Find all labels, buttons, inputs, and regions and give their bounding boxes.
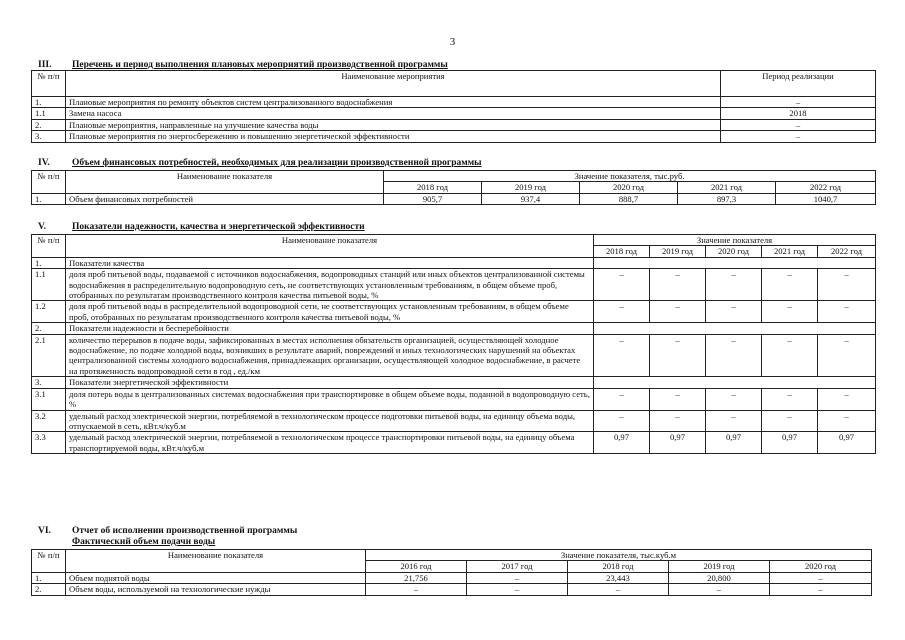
value-cell: 897,3 [678,193,776,204]
col-header-year: 2018 год [568,561,669,572]
row-name: Показатели надежности и бесперебойности [66,323,594,334]
section-4-title: Объем финансовых потребностей, необходимых для реализации производственной программы [72,158,482,168]
value-cell: – [770,584,872,595]
section-4-heading [38,158,482,168]
section-3-number: III. [38,60,52,70]
value-cell: – [762,388,818,410]
row-number: 3.1 [32,388,66,410]
row-period: – [721,97,876,108]
col-header-name: Наименование мероприятия [66,71,721,97]
col-header-name: Наименование показателя [66,171,384,194]
group-row [32,323,876,334]
value-cell: – [467,584,568,595]
value-cell: 0,97 [762,432,818,454]
col-header-name: Наименование показателя [66,550,366,573]
value-cell: – [650,388,706,410]
value-cell: – [706,301,762,323]
value-cell: – [762,301,818,323]
row-name: Объем финансовых потребностей [66,193,384,204]
value-cell: – [818,334,876,377]
table-row [32,432,876,454]
col-header-name: Наименование показателя [66,235,594,258]
value-cell: – [706,388,762,410]
col-header-no: № п/п [32,71,66,97]
value-cell: 0,97 [650,432,706,454]
row-number: 1.2 [32,301,66,323]
value-cell: 23,443 [568,572,669,583]
value-cell: – [366,584,467,595]
col-header-no: № п/п [32,171,66,194]
col-header-year: 2017 год [467,561,568,572]
row-number: 1.1 [32,269,66,301]
table-row [32,301,876,323]
row-period: – [721,131,876,142]
section-3-heading [38,60,448,70]
row-number: 3. [32,131,66,142]
value-cell: – [706,410,762,432]
table-row [32,119,876,130]
row-number: 1. [32,193,66,204]
value-cell: – [594,269,650,301]
col-header-year: 2019 год [669,561,770,572]
value-cell: 888,7 [580,193,678,204]
row-period: 2018 [721,108,876,119]
value-cell: 0,97 [706,432,762,454]
group-row [32,377,876,388]
table-section-3 [31,70,876,143]
value-cell: 0,97 [818,432,876,454]
row-name: Плановые мероприятия по энергосбережению и повышению энергетической эффективности [66,131,721,142]
row-period: – [721,119,876,130]
row-name: Показатели качества [66,257,594,268]
section-6-number: VI. [38,526,51,536]
row-name: удельный расход электрической энергии, потребляемой в технологическом процессе подготовки питьевой воды, на единицу объема воды, отпускаемой в сеть, кВт.ч/куб.м [66,410,594,432]
page-number: 3 [449,36,456,48]
section-5-title: Показатели надежности, качества и энергетической эффективности [72,222,365,232]
value-cell: – [594,301,650,323]
row-name: Плановые мероприятия, направленные на улучшение качества воды [66,119,721,130]
section-3-title: Перечень и период выполнения плановых мероприятий производственной программы [72,60,448,70]
section-5-heading [38,222,365,232]
empty-cell [594,323,876,334]
table-row [32,584,872,595]
value-cell: – [706,269,762,301]
row-name: доля потерь воды в централизованных системах водоснабжения при транспортировке в общем объеме воды, поданной в водопроводную сеть, % [66,388,594,410]
row-name: Объем поднятой воды [66,572,366,583]
value-cell: – [818,410,876,432]
value-cell: – [650,410,706,432]
table-row [32,388,876,410]
row-name: удельный расход электрической энергии, потребляемой в технологическом процессе транспортировки питьевой воды, на единицу объема транспортируемой воды, кВт.ч/куб.м [66,432,594,454]
col-header-year: 2018 год [384,182,482,193]
col-header-no: № п/п [32,550,66,573]
col-header-year: 2020 год [706,246,762,257]
col-header-year: 2022 год [776,182,876,193]
value-cell: – [594,334,650,377]
col-header-year: 2020 год [580,182,678,193]
table-row [32,572,872,583]
value-cell: – [650,269,706,301]
row-number: 1.1 [32,108,66,119]
row-name: количество перерывов в подаче воды, зафиксированных в местах исполнения обязательств организацией, осуществляющей холодное водоснабжение, по подаче холодной воды, возникших в результате аварий, повреждений и иных технологических нарушений на объектах централизованной системы холодного водоснабжения, принадлежащих организации, осуществляющей холодное водоснабжение, в расчете на протяженность водопроводной сети в год , ед./км [66,334,594,377]
row-name: Плановые мероприятия по ремонту объектов систем централизованного водоснабжения [66,97,721,108]
value-cell: – [467,572,568,583]
group-row [32,257,876,268]
value-cell: – [568,584,669,595]
table-row [32,131,876,142]
empty-cell [594,257,876,268]
row-name: доля проб питьевой воды в распределительной водопроводной сети, не соответствующих установленным требованиям, в общем объеме проб, отобранных по результатам производственного контроля качества питьевой воды, % [66,301,594,323]
row-number: 1. [32,257,66,268]
value-cell: 905,7 [384,193,482,204]
col-header-year: 2021 год [678,182,776,193]
section-6-heading [38,526,297,536]
value-cell: 20,800 [669,572,770,583]
value-cell: – [818,301,876,323]
row-name: Объем воды, используемой на технологические нужды [66,584,366,595]
row-number: 2.1 [32,334,66,377]
value-cell: – [762,334,818,377]
value-cell: 21,756 [366,572,467,583]
col-header-year: 2022 год [818,246,876,257]
value-cell: – [594,410,650,432]
value-cell: – [706,334,762,377]
row-number: 2. [32,584,66,595]
row-number: 3. [32,377,66,388]
col-header-period: Период реализации [721,71,876,97]
col-header-year: 2018 год [594,246,650,257]
col-header-year: 2019 год [482,182,580,193]
row-number: 2. [32,119,66,130]
row-number: 1. [32,97,66,108]
value-cell: – [770,572,872,583]
row-number: 3.3 [32,432,66,454]
row-number: 3.2 [32,410,66,432]
row-number: 1. [32,572,66,583]
value-cell: 937,4 [482,193,580,204]
table-section-6 [31,549,872,596]
value-cell: – [818,269,876,301]
value-cell: – [650,301,706,323]
table-section-4 [31,170,876,205]
section-6-subtitle: Фактический объем подачи воды [72,537,216,547]
table-row [32,193,876,204]
section-4-number: IV. [38,158,50,168]
value-cell: 0,97 [594,432,650,454]
row-name: Показатели энергетической эффективности [66,377,594,388]
value-cell: – [594,388,650,410]
col-header-value: Значение показателя, тыс.куб.м [366,550,872,561]
col-header-no: № п/п [32,235,66,258]
table-section-5 [31,234,876,454]
col-header-year: 2016 год [366,561,467,572]
col-header-year: 2020 год [770,561,872,572]
row-name: доля проб питьевой воды, подаваемой с источников водоснабжения, водопроводных станций или иных объектов централизованной системы водоснабжения в распределительную водопроводную сеть, не соответствующих установленным требованиям, в общем объеме проб, отобранных по результатам производственного контроля качества питьевой воды, % [66,269,594,301]
value-cell: – [650,334,706,377]
value-cell: – [818,388,876,410]
value-cell: – [669,584,770,595]
row-number: 2. [32,323,66,334]
section-5-number: V. [38,222,47,232]
col-header-value: Значение показателя, тыс.руб. [384,171,876,182]
table-row [32,269,876,301]
col-header-year: 2021 год [762,246,818,257]
section-6-title: Отчет об исполнении производственной программы [72,526,298,536]
col-header-year: 2019 год [650,246,706,257]
value-cell: 1040,7 [776,193,876,204]
value-cell: – [762,410,818,432]
col-header-value: Значение показателя [594,235,876,246]
table-row [32,108,876,119]
table-row [32,97,876,108]
row-name: Замена насоса [66,108,721,119]
value-cell: – [762,269,818,301]
table-row [32,410,876,432]
empty-cell [594,377,876,388]
table-row [32,334,876,377]
